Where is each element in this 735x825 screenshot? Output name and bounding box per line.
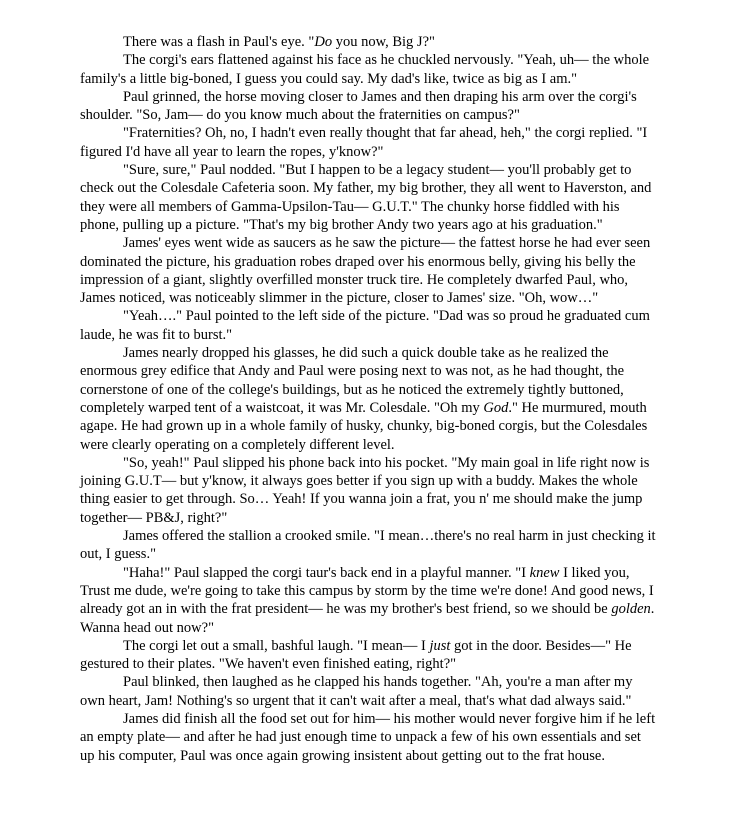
text-run: "Yeah…." Paul pointed to the left side of the picture. "Dad was so proud he graduated cum laude, he was fit to burst." xyxy=(80,308,650,343)
text-run: There was a flash in Paul's eye. " xyxy=(123,34,315,50)
text-run: I liked you, Trust me dude, we're going to take this campus by storm by the time we're done! And good news, I already got an in with the frat president— he was my brother's best friend, so we should be xyxy=(80,564,654,618)
text-run: "Haha!" Paul slapped the corgi taur's back end in a playful manner. "I xyxy=(123,564,530,581)
paragraph xyxy=(80,33,658,51)
paragraph xyxy=(80,564,658,637)
text-run: James nearly dropped his glasses, he did such a quick double take as he realized the enormous grey edifice that Andy and Paul were posing next to was not, as he had thought, the cornerstone of one of the college's buildings, but as he noticed the extremely tightly buttoned, completely warped tent of a waistcoat, it was Mr. Colesdale. "Oh my xyxy=(80,345,625,416)
text-run: James did finish all the food set out for him— his mother would never forgive him if he left an empty plate— and after he had just enough time to unpack a few of his own essentials and set up his computer, Paul was once again growing insistent about getting out to the frat house. xyxy=(80,710,656,764)
text-run: Paul blinked, then laughed as he clapped his hands together. "Ah, you're a man after my own heart, Jam! Nothing's so urgent that it can't wait after a meal, that's what dad always said." xyxy=(80,674,633,709)
italic-text-run: Do xyxy=(314,34,333,50)
paragraph xyxy=(80,161,658,234)
paragraph xyxy=(80,307,658,344)
text-run: got in the door. Besides—" He gestured to their plates. "We haven't even finished eating, right?" xyxy=(80,637,632,673)
text-run: James' eyes went wide as saucers as he saw the picture— the fattest horse he had ever seen dominated the picture, his graduation robes draped over his enormous belly, giving his belly the impression of a giant, slightly overfilled monster truck tire. He completely dwarfed Paul, who, James noticed, was noticeably slimmer in the picture, closer to James' size. "Oh, wow…" xyxy=(80,235,651,307)
paragraph xyxy=(80,673,658,710)
text-run: ." He murmured, mouth agape. He had grown up in a whole family of husky, chunky, big-boned corgis, but the Colesdales were clearly operating on a completely different level. xyxy=(80,399,648,453)
text-run: . Wanna head out now?" xyxy=(80,601,655,636)
text-run: The corgi let out a small, bashful laugh. "I mean— I xyxy=(123,637,430,654)
text-run: The corgi's ears flattened against his face as he chuckled nervously. "Yeah, uh— the whole family's a little big-boned, I guess you could say. My dad's like, twice as big as I am." xyxy=(80,52,650,87)
text-run: "Sure, sure," Paul nodded. "But I happen to be a legacy student— you'll probably get to check out the Colesdale Cafeteria soon. My father, my big brother, they all went to Haverston, and they were all members of Gamma-Upsilon-Tau— G.U.T." The chunky horse fiddled with his phone, pulling up a picture. "That's my big brother Andy two years ago at his graduation." xyxy=(80,162,652,233)
text-run: "Fraternities? Oh, no, I hadn't even really thought that far ahead, heh," the corgi replied. "I figured I'd have all year to learn the ropes, y'know?" xyxy=(80,125,648,160)
paragraph xyxy=(80,637,658,674)
paragraph xyxy=(80,88,658,125)
italic-text-run: just xyxy=(429,637,451,654)
paragraph xyxy=(80,710,658,765)
paragraph xyxy=(80,234,658,307)
text-run: "So, yeah!" Paul slipped his phone back into his pocket. "My main goal in life right now is joining G.U.T— but y'know, it always goes better if you sign up with a buddy. Makes the whole thing easier to get through. So… Yeah! If you wanna join a frat, you n' me should make the jump together— PB&J, right?" xyxy=(80,454,650,526)
story-text xyxy=(80,33,658,765)
paragraph xyxy=(80,527,658,564)
italic-text-run: knew xyxy=(529,564,560,581)
italic-text-run: God xyxy=(483,399,509,416)
text-run: Paul grinned, the horse moving closer to James and then draping his arm over the corgi's shoulder. "So, Jam— do you know much about the fraternities on campus?" xyxy=(80,88,637,124)
text-run: you now, Big J?" xyxy=(332,34,435,50)
italic-text-run: golden xyxy=(611,601,651,618)
paragraph xyxy=(80,454,658,527)
paragraph xyxy=(80,124,658,161)
paragraph xyxy=(80,51,658,88)
text-run: James offered the stallion a crooked smile. "I mean…there's no real harm in just checking it out, I guess." xyxy=(80,528,656,563)
paragraph xyxy=(80,344,658,454)
